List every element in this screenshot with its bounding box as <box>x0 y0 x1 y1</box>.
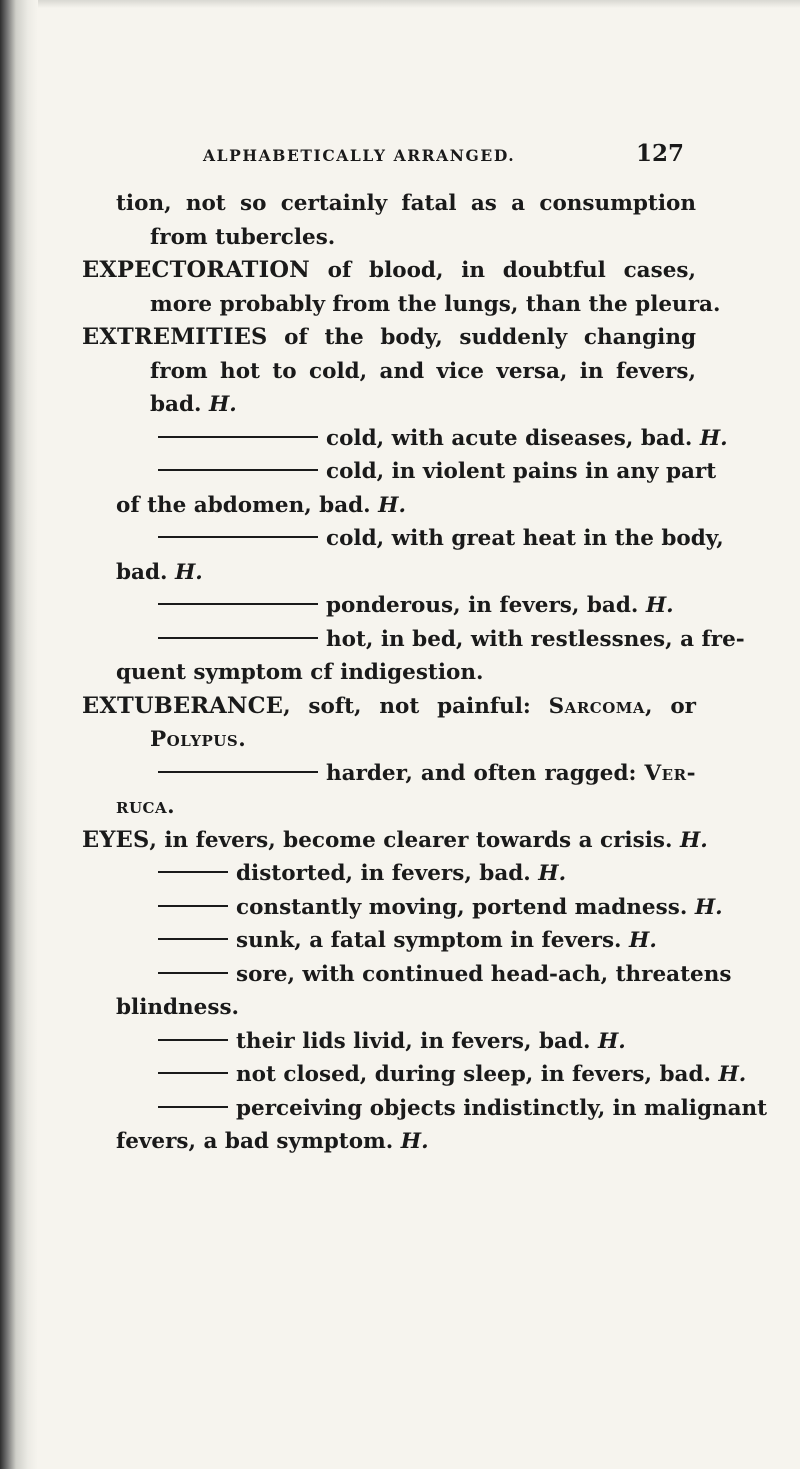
text-line <box>116 422 728 456</box>
text-line <box>116 1025 696 1059</box>
text-line <box>116 589 696 623</box>
authority-abbr: H. <box>645 593 674 618</box>
entry-term: EXPECTORATION <box>82 257 310 283</box>
line-content <box>116 489 406 523</box>
line-content <box>150 355 696 389</box>
text-line <box>116 891 723 925</box>
text-line <box>116 522 724 556</box>
line-text: from tubercles. <box>150 224 336 250</box>
line-text: tion, not so certainly fatal as a consumption <box>116 191 697 216</box>
line-text: of the body, suddenly changing <box>267 325 697 350</box>
text-line <box>116 623 745 657</box>
book-spine-shadow <box>0 0 38 1469</box>
line-text: . <box>238 727 246 752</box>
text-line <box>116 991 696 1025</box>
line-content <box>326 757 696 791</box>
text-line <box>116 1058 747 1092</box>
text-line <box>82 690 696 724</box>
small-caps-term: ruca <box>116 794 168 819</box>
line-content <box>150 723 246 757</box>
ditto-dash <box>158 436 318 438</box>
line-content <box>326 455 716 489</box>
line-text: hot, in bed, with restlessnes, a fre- <box>326 626 745 652</box>
line-text: , soft, not painful: <box>283 693 531 719</box>
ditto-dash <box>158 469 318 471</box>
authority-abbr: H. <box>378 492 406 518</box>
line-content <box>116 556 203 590</box>
text-line <box>116 288 721 322</box>
line-content <box>236 1058 746 1092</box>
line-content <box>116 187 696 221</box>
ditto-dash <box>158 637 318 639</box>
text-line <box>82 254 696 288</box>
ditto-dash <box>158 905 228 907</box>
text-line <box>116 723 696 757</box>
line-content <box>150 221 335 255</box>
authority-abbr: H. <box>400 1129 429 1154</box>
line-content <box>236 1092 767 1126</box>
text-line <box>116 958 732 992</box>
line-content <box>116 656 483 690</box>
line-text: bad. <box>150 392 202 417</box>
text-line <box>116 187 696 221</box>
ditto-dash <box>158 536 318 538</box>
line-content <box>326 623 745 657</box>
line-text: quent symptom cf indigestion. <box>116 660 484 685</box>
authority-abbr: H. <box>538 861 567 886</box>
line-text: harder, and often ragged: <box>326 760 637 786</box>
line-text: their lids livid, in fevers, bad. <box>236 1028 591 1054</box>
small-caps-term: Polypus <box>150 727 239 752</box>
entry-term: EYES <box>82 826 150 853</box>
text-line <box>116 1092 768 1126</box>
line-text: fevers, a bad symptom. <box>116 1129 394 1154</box>
ditto-dash <box>158 771 318 773</box>
line-content <box>82 321 696 355</box>
text-line <box>116 388 696 422</box>
line-text: , in fevers, become clearer towards a crisis. <box>149 827 673 853</box>
line-content <box>326 589 674 623</box>
line-content <box>116 1125 429 1159</box>
line-text: more probably from the lungs, than the pleura. <box>150 291 721 317</box>
authority-abbr: H. <box>597 1028 626 1054</box>
line-content <box>116 790 175 824</box>
ditto-dash <box>158 938 228 940</box>
line-content <box>326 422 728 456</box>
line-content <box>236 1025 626 1059</box>
text-line <box>116 757 696 791</box>
line-content <box>236 958 731 992</box>
line-text: constantly moving, portend madness. <box>236 894 688 920</box>
text-line <box>116 1125 696 1159</box>
line-text: . <box>167 794 175 819</box>
line-text: perceiving objects indistinctly, in malignant <box>236 1095 768 1121</box>
small-caps-term: Sarcoma <box>548 693 646 719</box>
ditto-dash <box>158 871 228 873</box>
small-caps-term: Ver- <box>644 760 696 786</box>
text-line <box>116 790 696 824</box>
entry-term: EXTUBERANCE <box>82 692 284 719</box>
page-top-edge <box>38 0 800 8</box>
authority-abbr: H. <box>679 827 708 853</box>
text-line <box>116 656 696 690</box>
ditto-dash <box>158 972 228 974</box>
line-content <box>82 690 696 724</box>
line-text: distorted, in fevers, bad. <box>236 861 531 886</box>
entry-term: EXTREMITIES <box>82 324 268 350</box>
line-content <box>326 522 724 556</box>
line-text: of the abdomen, bad. <box>116 492 371 518</box>
line-content <box>236 891 723 925</box>
authority-abbr: H. <box>694 894 723 920</box>
line-content <box>116 991 239 1025</box>
text-line <box>116 355 696 389</box>
authority-abbr: H. <box>718 1062 747 1087</box>
line-content <box>236 924 657 958</box>
text-line <box>116 455 717 489</box>
page-header <box>0 140 800 180</box>
ditto-dash <box>158 1106 228 1108</box>
line-text: cold, in violent pains in any part <box>326 459 717 484</box>
authority-abbr: H. <box>174 559 203 585</box>
dictionary-text <box>82 187 768 1159</box>
line-content <box>82 824 708 858</box>
ditto-dash <box>158 603 318 605</box>
line-text: blindness. <box>116 995 240 1020</box>
line-text: of blood, in doubtful cases, <box>309 258 696 283</box>
ditto-dash <box>158 1072 228 1074</box>
text-line <box>116 857 696 891</box>
text-line <box>116 489 696 523</box>
line-text: cold, with great heat in the body, <box>326 526 724 551</box>
line-text: ponderous, in fevers, bad. <box>326 593 639 618</box>
line-content <box>82 254 696 288</box>
page-number: 127 <box>636 140 685 167</box>
line-content <box>236 857 566 891</box>
ditto-dash <box>158 1039 228 1041</box>
text-line <box>82 321 696 355</box>
authority-abbr: H. <box>699 425 728 451</box>
line-text: not closed, during sleep, in fevers, bad. <box>236 1062 711 1087</box>
line-text-tail: , or <box>645 693 697 719</box>
running-head: ALPHABETICALLY ARRANGED. <box>203 146 516 165</box>
line-text: from hot to cold, and vice versa, in fevers, <box>150 358 696 384</box>
text-line <box>116 556 696 590</box>
text-line <box>82 824 708 858</box>
text-line <box>116 221 696 255</box>
line-content <box>150 388 237 422</box>
line-text: bad. <box>116 559 168 585</box>
authority-abbr: H. <box>208 392 237 417</box>
line-text: sunk, a fatal symptom in fevers. <box>236 928 622 953</box>
line-text: cold, with acute diseases, bad. <box>326 425 693 451</box>
line-text: sore, with continued head-ach, threatens <box>236 961 732 987</box>
line-content <box>150 288 720 322</box>
authority-abbr: H. <box>629 928 657 953</box>
text-line <box>116 924 696 958</box>
